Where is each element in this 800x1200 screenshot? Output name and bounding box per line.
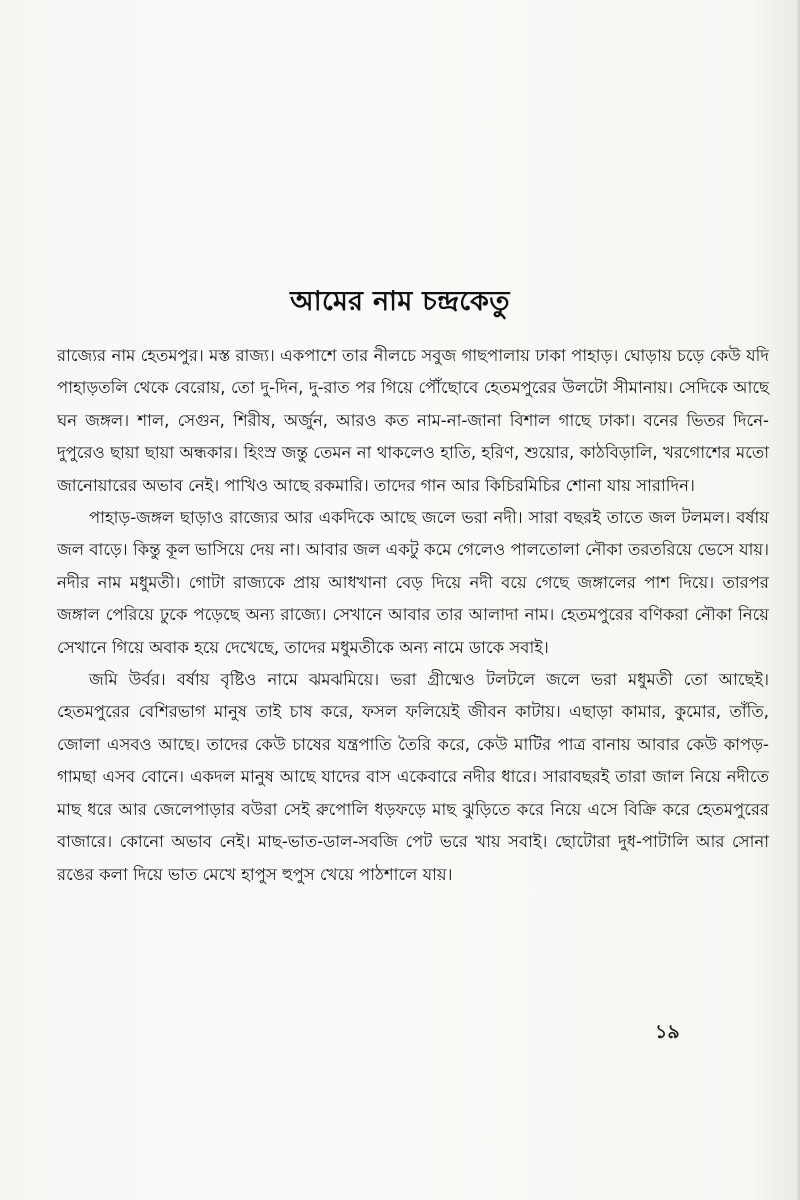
chapter-body <box>57 340 769 891</box>
chapter-title: আমের নাম চন্দ্রকেতু <box>290 286 510 318</box>
page-number: ১৯ <box>655 1021 680 1043</box>
paragraph-2: পাহাড়-জঙ্গল ছাড়াও রাজ্যের আর একদিকে আছে জলে ভরা নদী। সারা বছরই তাতে জল টলমল। বর্ষায় জল বাড়ে। কিন্তু কূল ভাসিয়ে দেয় না। আবার জল একটু কমে গেলেও পালতোলা নৌকা তরতরিয়ে ভেসে যায়। নদীর নাম মধুমতী। গোটা রাজ্যকে প্রায় আধখানা বেড় দিয়ে নদী বয়ে গেছে জঙ্গালের পাশ দিয়ে। তারপর জঙ্গাল পেরিয়ে ঢুকে পড়েছে অন্য রাজ্যে। সেখানে আবার তার আলাদা নাম। হেতমপুরের বণিকরা নৌকা নিয়ে সেখানে গিয়ে অবাক হয়ে দেখেছে, তাদের মধুমতীকে অন্য নামে ডাকে সবাই। <box>57 508 769 657</box>
page-edge-shadow <box>796 0 800 1200</box>
paragraph-3: জমি উর্বর। বর্ষায় বৃষ্টিও নামে ঝমঝমিয়ে। ভরা গ্রীষ্মেও টলটলে জলে ভরা মধুমতী তো আছেই। হেতমপুরের বেশিরভাগ মানুষ তাই চাষ করে, ফসল ফলিয়েই জীবন কাটায়। এছাড়া কামার, কুমোর, তাঁতি, জোলা এসবও আছে। তাদের কেউ চাষের যন্ত্রপাতি তৈরি করে, কেউ মাটির পাত্র বানায় আবার কেউ কাপড়-গামছা এসব বোনে। একদল মানুষ আছে যাদের বাস একেবারে নদীর ধারে। সারাবছরই তারা জাল নিয়ে নদীতে মাছ ধরে আর জেলেপাড়ার বউরা সেই রুপোলি ধড়ফড়ে মাছ ঝুড়িতে করে নিয়ে এসে বিক্রি করে হেতমপুরের বাজারে। কোনো অভাব নেই। মাছ-ভাত-ডাল-সবজি পেট ভরে খায় সবাই। ছোটোরা দুধ-পাটালি আর সোনা রঙের কলা দিয়ে ভাত মেখে হাপুস হুপুস খেয়ে পাঠশালে যায়। <box>57 670 769 884</box>
paragraph-1: রাজ্যের নাম হেতমপুর। মস্ত রাজ্য। একপাশে তার নীলচে সবুজ গাছপালায় ঢাকা পাহাড়। ঘোড়ায় চড়ে কেউ যদি পাহাড়তলি থেকে বেরোয়, তো দু-দিন, দু-রাত পর গিয়ে পৌঁছোবে হেতমপুরের উলটো সীমানায়। সেদিকে আছে ঘন জঙ্গল। শাল, সেগুন, শিরীষ, অর্জুন, আরও কত নাম-না-জানা বিশাল গাছে ঢাকা। বনের ভিতর দিনে-দুপুরেও ছায়া ছায়া অন্ধকার। হিংস্র জন্তু তেমন না থাকলেও হাতি, হরিণ, শুয়োর, কাঠবিড়ালি, খরগোশের মতো জানোয়ারের অভাব নেই। পাখিও আছে রকমারি। তাদের গান আর কিচিরমিচির শোনা যায় সারাদিন। <box>57 346 769 495</box>
